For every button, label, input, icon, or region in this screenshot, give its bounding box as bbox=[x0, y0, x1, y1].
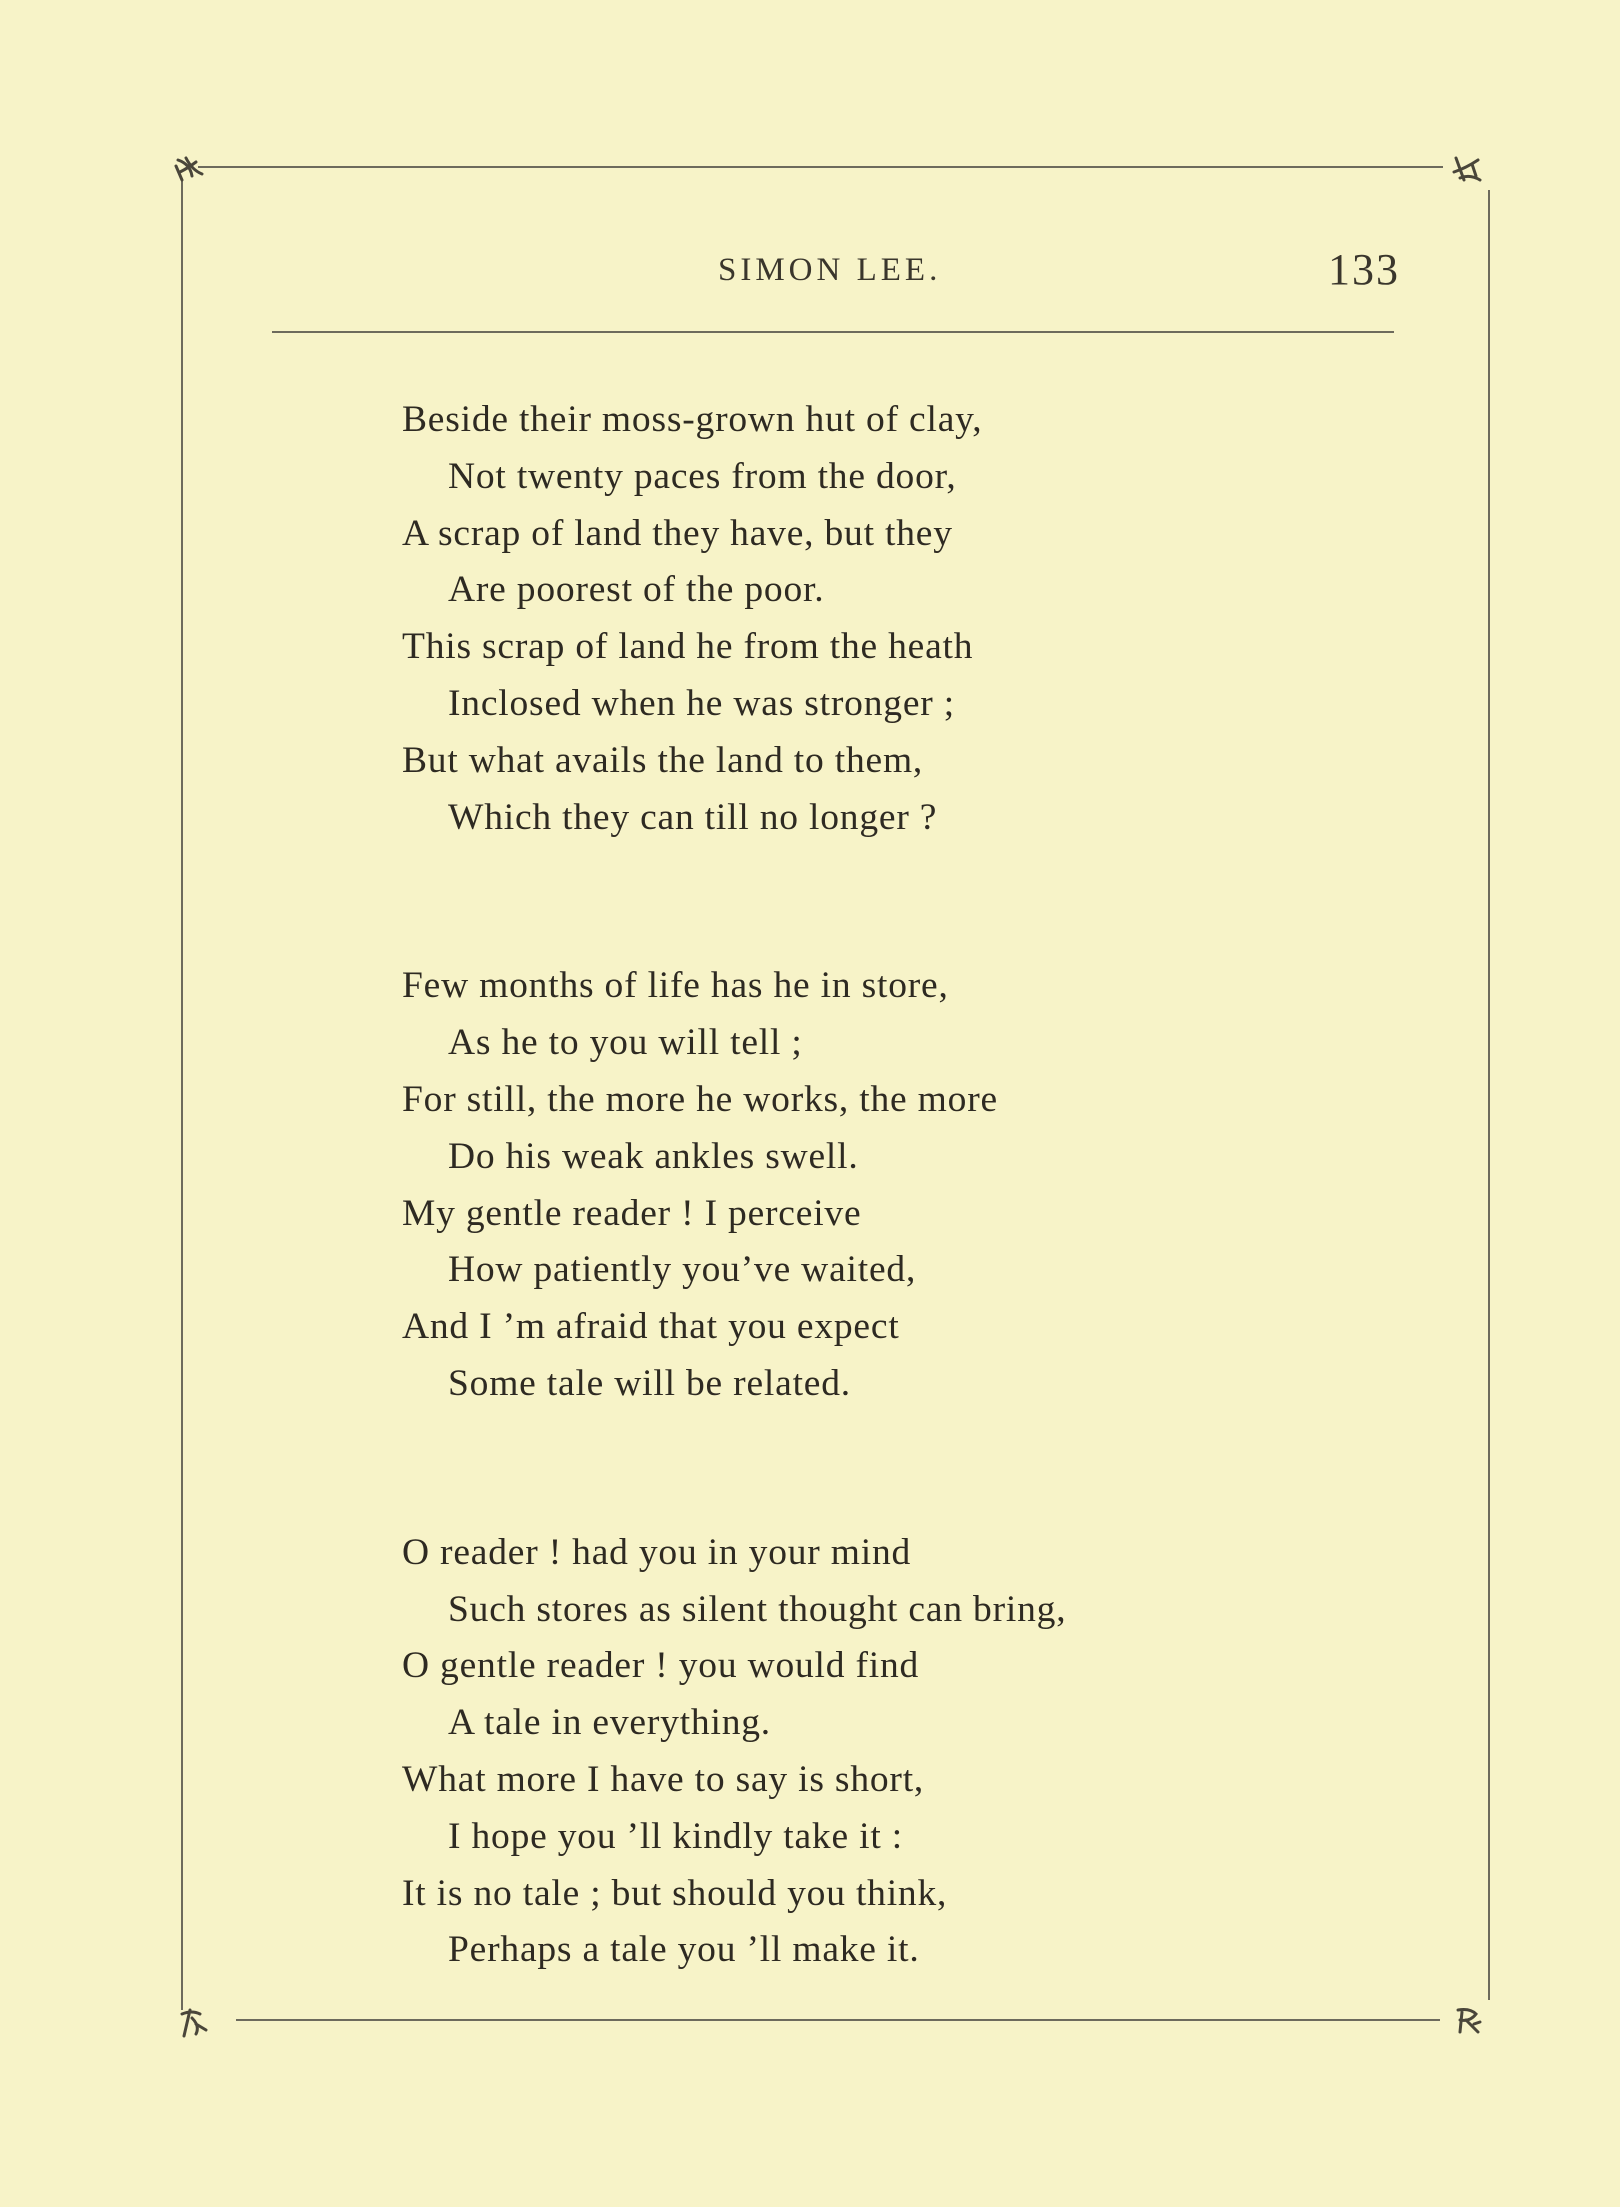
verse-line: And I ’m afraid that you expect bbox=[402, 1306, 900, 1348]
verse-line: What more I have to say is short, bbox=[402, 1758, 925, 1800]
verse-line: Not twenty paces from the door, bbox=[448, 455, 957, 497]
frame-bottom-rule bbox=[236, 2019, 1440, 2021]
verse-line: This scrap of land he from the heath bbox=[402, 626, 974, 668]
verse-line: Are poorest of the poor. bbox=[448, 569, 825, 611]
corner-ornament-top-left-icon bbox=[172, 150, 212, 190]
verse-line: O gentle reader ! you would find bbox=[402, 1645, 920, 1687]
verse-line: Inclosed when he was stronger ; bbox=[448, 682, 955, 724]
verse-line: I hope you ’ll kindly take it : bbox=[448, 1815, 903, 1857]
verse-line: A scrap of land they have, but they bbox=[402, 512, 953, 554]
verse-line: A tale in everything. bbox=[448, 1702, 771, 1744]
frame-right-rule bbox=[1488, 190, 1490, 2000]
verse-line: Which they can till no longer ? bbox=[448, 796, 938, 838]
stanza bbox=[402, 392, 1402, 846]
verse-line: Few months of life has he in store, bbox=[402, 965, 949, 1007]
verse-line: How patiently you’ve waited, bbox=[448, 1249, 917, 1291]
verse-line: Perhaps a tale you ’ll make it. bbox=[448, 1929, 920, 1971]
verse-line: As he to you will tell ; bbox=[448, 1022, 803, 1064]
verse-line: It is no tale ; but should you think, bbox=[402, 1872, 948, 1914]
frame-left-rule bbox=[181, 180, 183, 2010]
header-rule bbox=[272, 331, 1394, 333]
verse-line: My gentle reader ! I perceive bbox=[402, 1192, 862, 1234]
poem-body bbox=[402, 392, 1402, 1979]
corner-ornament-top-right-icon bbox=[1446, 150, 1486, 190]
verse-line: Some tale will be related. bbox=[448, 1362, 851, 1404]
verse-line: But what avails the land to them, bbox=[402, 739, 924, 781]
stanza bbox=[402, 958, 1402, 1412]
verse-line: Do his weak ankles swell. bbox=[448, 1135, 859, 1177]
verse-line: Such stores as silent thought can bring, bbox=[448, 1588, 1067, 1630]
stanza bbox=[402, 1525, 1402, 1979]
verse-line: O reader ! had you in your mind bbox=[402, 1531, 912, 1573]
running-head bbox=[0, 240, 1620, 300]
page-title: SIMON LEE. bbox=[718, 252, 942, 288]
corner-ornament-bottom-left-icon bbox=[174, 2000, 214, 2040]
frame-top-rule bbox=[198, 166, 1443, 168]
corner-ornament-bottom-right-icon bbox=[1448, 2000, 1488, 2040]
verse-line: Beside their moss-grown hut of clay, bbox=[402, 399, 983, 440]
page-number: 133 bbox=[1328, 245, 1400, 294]
verse-line: For still, the more he works, the more bbox=[402, 1078, 998, 1120]
